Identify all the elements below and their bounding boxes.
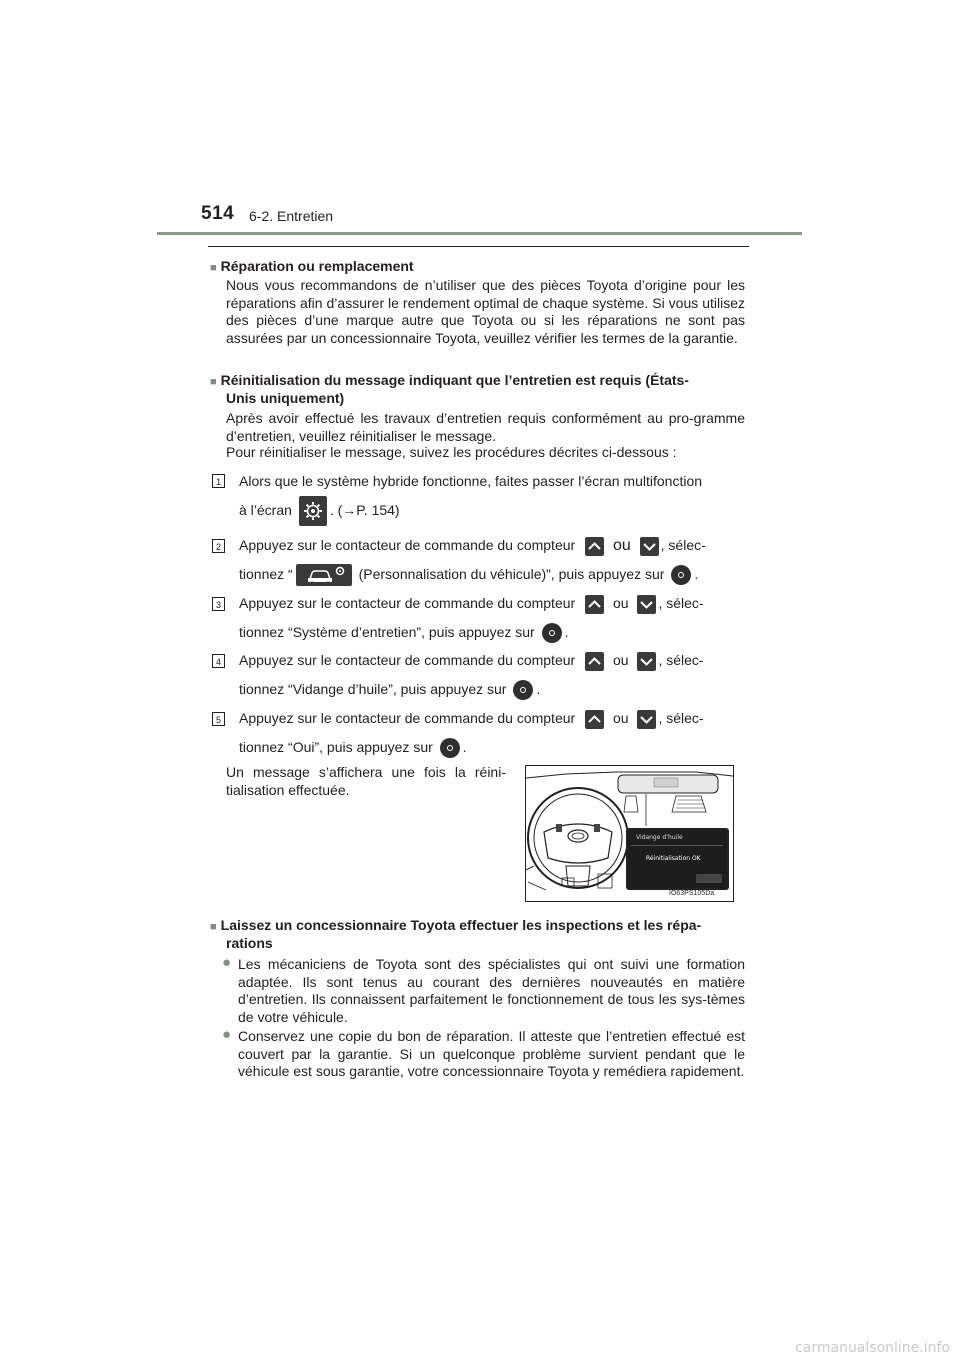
section-title: 6-2. Entretien <box>249 208 334 224</box>
reset-heading <box>210 371 750 391</box>
repair-heading-text: Réparation ou remplacement <box>220 258 414 274</box>
multi-info-display <box>626 828 729 890</box>
square-bullet-icon: ■ <box>210 262 217 274</box>
step-1-line2: à l’écran . (→P. 154) <box>239 495 400 527</box>
dealer-heading-line2: rations <box>226 935 273 951</box>
dealer-bullet-1: Les mécaniciens de Toyota sont des spécialistes qui ont suivi une formation adaptée. Ils sont tenus au courant des dernières nouveautés en matière d’entretien. Ils connaissent parfaitement le fonctionnement de tous les sys-tèmes de votre véhicule. <box>238 956 745 1025</box>
header-rule <box>157 232 802 235</box>
chevron-up-icon <box>585 537 604 556</box>
step-5-line2: tionnez “Oui”, puis appuyez sur . <box>239 735 467 761</box>
step-number-5: 5 <box>212 712 225 726</box>
reset-paragraph: Après avoir effectué les travaux d’entretien requis conformément au pro-gramme d’entretien, veuillez réinitialiser le message. <box>226 410 745 444</box>
repair-paragraph: Nous vous recommandons de n’utiliser que des pièces Toyota d’origine pour les réparations afin d’assurer le rendement optimal de chaque système. Si vous utilisez des pièces d’une marque autre que Toyota ou si les réparations ne sont pas assurées par un concessionnaire Toyota, veuillez vérifier les termes de la garantie. <box>226 277 745 346</box>
step-1-line1: Alors que le système hybride fonctionne, faites passer l’écran multifonction <box>239 473 703 489</box>
ok-button-icon <box>440 738 460 758</box>
step-number-2: 2 <box>212 539 225 553</box>
chevron-up-icon <box>585 652 604 671</box>
chevron-down-icon <box>640 537 659 556</box>
dealer-heading <box>210 916 750 936</box>
display-divider <box>631 845 723 846</box>
page-number: 514 <box>201 203 235 224</box>
repair-heading <box>210 257 750 277</box>
figure-code: IO63PS105Da <box>669 890 715 897</box>
ok-button-icon <box>513 680 533 700</box>
step-number-3: 3 <box>212 597 225 611</box>
circle-bullet-icon: ● <box>222 954 232 971</box>
reset-paragraph-2: Pour réinitialiser le message, suivez les procédures décrites ci-dessous : <box>226 444 677 460</box>
gear-settings-icon <box>299 496 327 526</box>
chevron-up-icon <box>585 710 604 729</box>
display-message: Réinitialisation OK <box>646 855 701 862</box>
step-5-line1: Appuyez sur le contacteur de commande du compteur ou , sélec- <box>239 709 704 729</box>
step-3-line1: Appuyez sur le contacteur de commande du compteur ou , sélec- <box>239 594 704 614</box>
dealer-heading-line1: Laissez un concessionnaire Toyota effectuer les inspections et les répa- <box>220 917 702 933</box>
step-2-line2: tionnez “ (Personnalisation du véhicule)”, puis appuyez sur . <box>239 562 698 588</box>
square-bullet-icon: ■ <box>210 376 217 388</box>
car-settings-icon <box>296 564 352 586</box>
reset-heading-line1: Réinitialisation du message indiquant que l’entretien est requis (États- <box>220 372 689 388</box>
content-top-rule <box>208 246 749 247</box>
chevron-down-icon <box>637 710 656 729</box>
step-2-line1: Appuyez sur le contacteur de commande du compteur ou , sélec- <box>239 537 706 554</box>
ok-button-icon <box>542 623 562 643</box>
reset-heading-line2: Unis uniquement) <box>226 390 345 406</box>
ok-button-icon <box>671 565 691 585</box>
back-icon <box>696 874 722 883</box>
chevron-up-icon <box>585 595 604 614</box>
step-3-line2: tionnez “Système d’entretien”, puis appuyez sur . <box>239 620 569 646</box>
watermark: carmanualsonline.info <box>795 1340 950 1356</box>
step-number-4: 4 <box>212 654 225 668</box>
chevron-down-icon <box>637 595 656 614</box>
step-4-line2: tionnez “Vidange d’huile”, puis appuyez sur . <box>239 677 540 703</box>
step-4-line1: Appuyez sur le contacteur de commande du compteur ou , sélec- <box>239 651 704 671</box>
step-number-1: 1 <box>212 474 225 488</box>
after-reset-paragraph: Un message s’affichera une fois la réini-tialisation effectuée. <box>226 764 506 798</box>
dashboard-illustration <box>525 765 734 902</box>
dealer-bullet-2: Conservez une copie du bon de réparation. Il atteste que l’entretien effectué est couvert par la garantie. Si un quelconque problème survient pendant que le véhicule est sous garantie, votre concessionnaire Toyota y remédiera rapidement. <box>238 1028 745 1079</box>
display-title: Vidange d’huile <box>636 834 683 841</box>
chevron-down-icon <box>637 652 656 671</box>
circle-bullet-icon: ● <box>222 1026 232 1043</box>
square-bullet-icon: ■ <box>210 921 217 933</box>
